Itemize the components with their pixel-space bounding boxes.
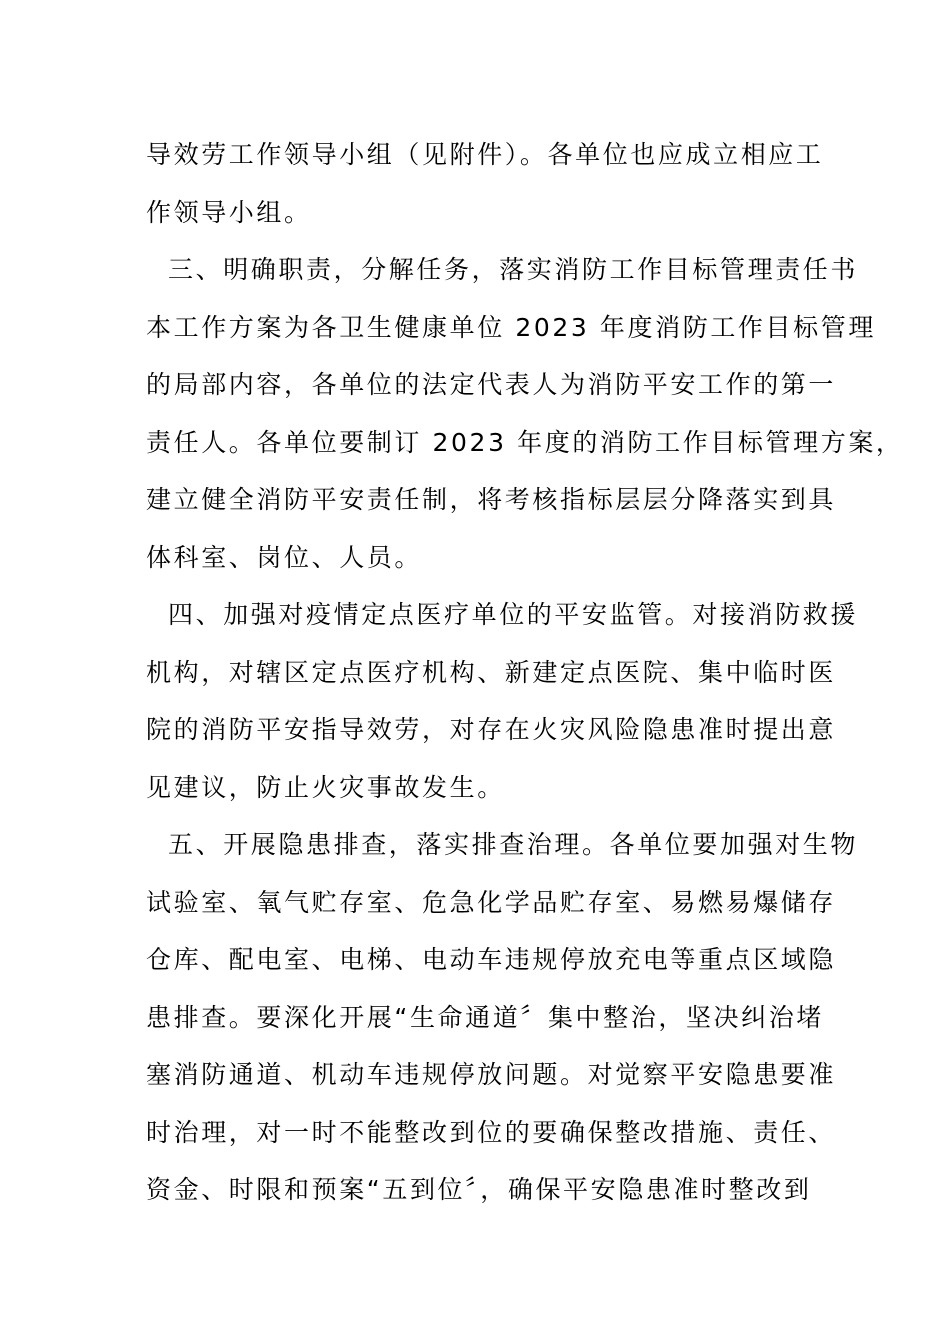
text-line: 仓库、配电室、电梯、电动车违规停放充电等重点区域隐 — [146, 945, 837, 974]
text-line: 患排查。要深化开展“生命通道〞集中整治，坚决纠治堵 — [146, 1002, 824, 1032]
text-line: 资金、时限和预案“五到位〞，确保平安隐患准时整改到 — [146, 1175, 812, 1204]
text-line: 的局部内容，各单位的法定代表人为消防平安工作的第一 — [146, 370, 837, 399]
document-body — [146, 126, 904, 1219]
text-line: 本工作方案为各卫生健康单位 2023 年度消防工作目标管理 — [146, 312, 876, 342]
paragraph-section-5 — [146, 816, 859, 1219]
text-line: 作领导小组。 — [146, 197, 312, 227]
paragraph-section-4 — [146, 586, 859, 816]
section-heading-line: 四、加强对疫情定点医疗单位的平安监管。对接消防救援 — [168, 600, 859, 629]
text-line: 建立健全消防平安责任制，将考核指标层层分降落实到具 — [146, 485, 837, 514]
section-heading-line: 三、明确职责，分解任务，落实消防工作目标管理责任书 — [168, 255, 859, 284]
text-line: 机构，对辖区定点医疗机构、新建定点医院、集中临时医 — [146, 657, 837, 687]
text-line: 塞消防通道、机动车违规停放问题。对觉察平安隐患要准 — [146, 1060, 837, 1089]
section-heading-line: 五、开展隐患排查，落实排查治理。各单位要加强对生物 — [168, 830, 859, 859]
text-line: 体科室、岗位、人员。 — [146, 542, 423, 572]
text-line: 院的消防平安指导效劳，对存在火灾风险隐患准时提出意 — [146, 715, 837, 744]
text-line: 见建议，防止火灾事故发生。 — [146, 772, 505, 802]
text-line: 导效劳工作领导小组（见附件）。各单位也应成立相应工 — [146, 140, 824, 169]
text-line: 时治理，对一时不能整改到位的要确保整改措施、责任、 — [146, 1117, 837, 1147]
text-line: 试验室、氧气贮存室、危急化学品贮存室、易燃易爆储存 — [146, 887, 837, 917]
text-line: 责任人。各单位要制订 2023 年度的消防工作目标管理方案， — [146, 427, 904, 457]
paragraph-section-3 — [146, 241, 904, 586]
paragraph-leading-group — [146, 126, 826, 241]
